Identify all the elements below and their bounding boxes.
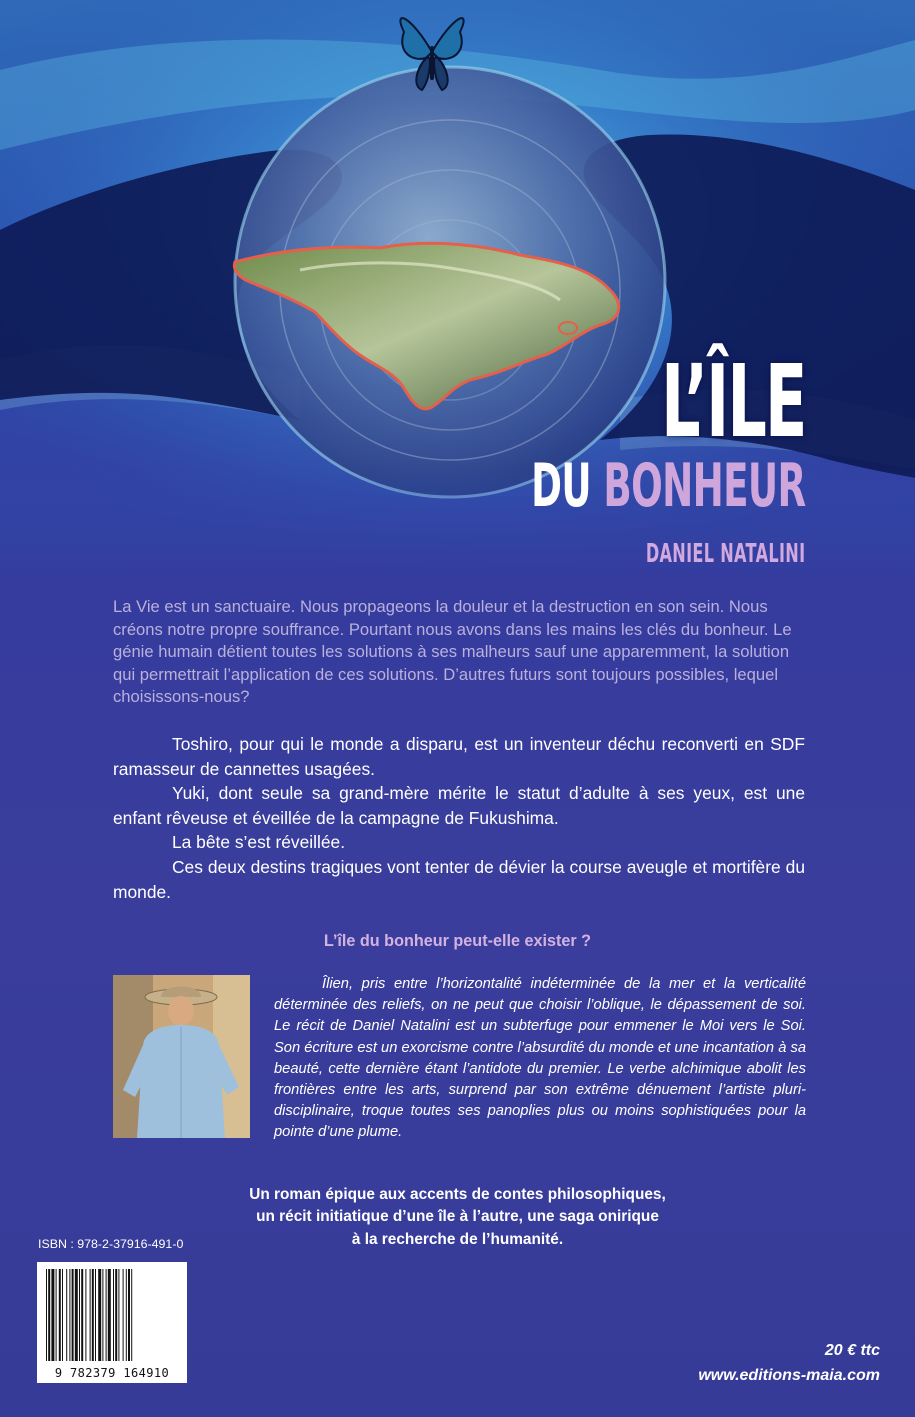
question-heading: L’île du bonheur peut-elle exister ? bbox=[323, 932, 592, 950]
author-photo bbox=[113, 975, 250, 1138]
barcode bbox=[37, 1262, 187, 1383]
barcode-digits: 9 782379 164910 bbox=[54, 1366, 170, 1380]
price-label: 20 € ttc bbox=[824, 1342, 880, 1359]
title-line-1: L’ÎLE bbox=[660, 343, 805, 460]
book-title bbox=[363, 343, 806, 521]
synopsis-paragraph: La bête s’est réveillée. bbox=[172, 832, 346, 853]
intro-paragraph: La Vie est un sanctuaire. Nous propageons la douleur et la destruction en son sein. Nous créons notre propre souffrance. Pourtant nous avons dans les mains les clés du bonheur. Le génie humain détient toutes les solutions à ses malheurs sauf une apparemment, la solution qui permettrait l’application de ces solutions. D’autres futurs sont toujours possibles, lequel choisissons-nous? bbox=[113, 597, 792, 707]
tagline-line: Un roman épique aux accents de contes philosophiques, bbox=[249, 1186, 666, 1203]
barcode-bars bbox=[46, 1269, 178, 1361]
title-word-du: DU bbox=[530, 451, 591, 521]
author-name: DANIEL NATALINI bbox=[645, 539, 805, 569]
synopsis bbox=[113, 732, 805, 904]
isbn-label: ISBN : 978-2-37916-491-0 bbox=[38, 1237, 184, 1251]
synopsis-paragraph: Ces deux destins tragiques vont tenter de dévier la course aveugle et mortifère du monde. bbox=[113, 856, 805, 902]
tagline bbox=[200, 1184, 715, 1251]
tagline-line: un récit initiatique d’une île à l’autre, une saga onirique bbox=[256, 1208, 659, 1226]
title-line-2 bbox=[530, 451, 805, 521]
synopsis-paragraph: Yuki, dont seule sa grand-mère mérite le statut d’adulte à ses yeux, est une enfant rêveuse et éveillée de la campagne de Fukushima. bbox=[113, 783, 805, 828]
website-link[interactable]: www.editions-maia.com bbox=[698, 1367, 880, 1384]
synopsis-paragraph: Toshiro, pour qui le monde a disparu, est un inventeur déchu reconverti en SDF ramasseur de cannettes usagées. bbox=[113, 734, 805, 779]
title-word-bonheur: BONHEUR bbox=[602, 451, 805, 521]
review-paragraph: Îlien, pris entre l’horizontalité indéterminée de la mer et la verticalité déterminée des reliefs, on ne peut que choisir l’oblique, le dépassement de soi. Le récit de Daniel Natalini est un subterfuge pour emmener le Moi vers le Soi. Son écriture est un exorcisme contre l’absurdité du monde et une incantation à sa beauté, cette dernière étant l’antidote du premier. Le verbe alchimique abolit les frontières entre les arts, surprend par son extrême dénuement l’artiste pluri-disciplinaire, troque toutes ses panoplies plus ou moins sophistiquées pour la pointe d’une plume. bbox=[274, 976, 806, 1141]
tagline-line: à la recherche de l’humanité. bbox=[351, 1230, 564, 1248]
